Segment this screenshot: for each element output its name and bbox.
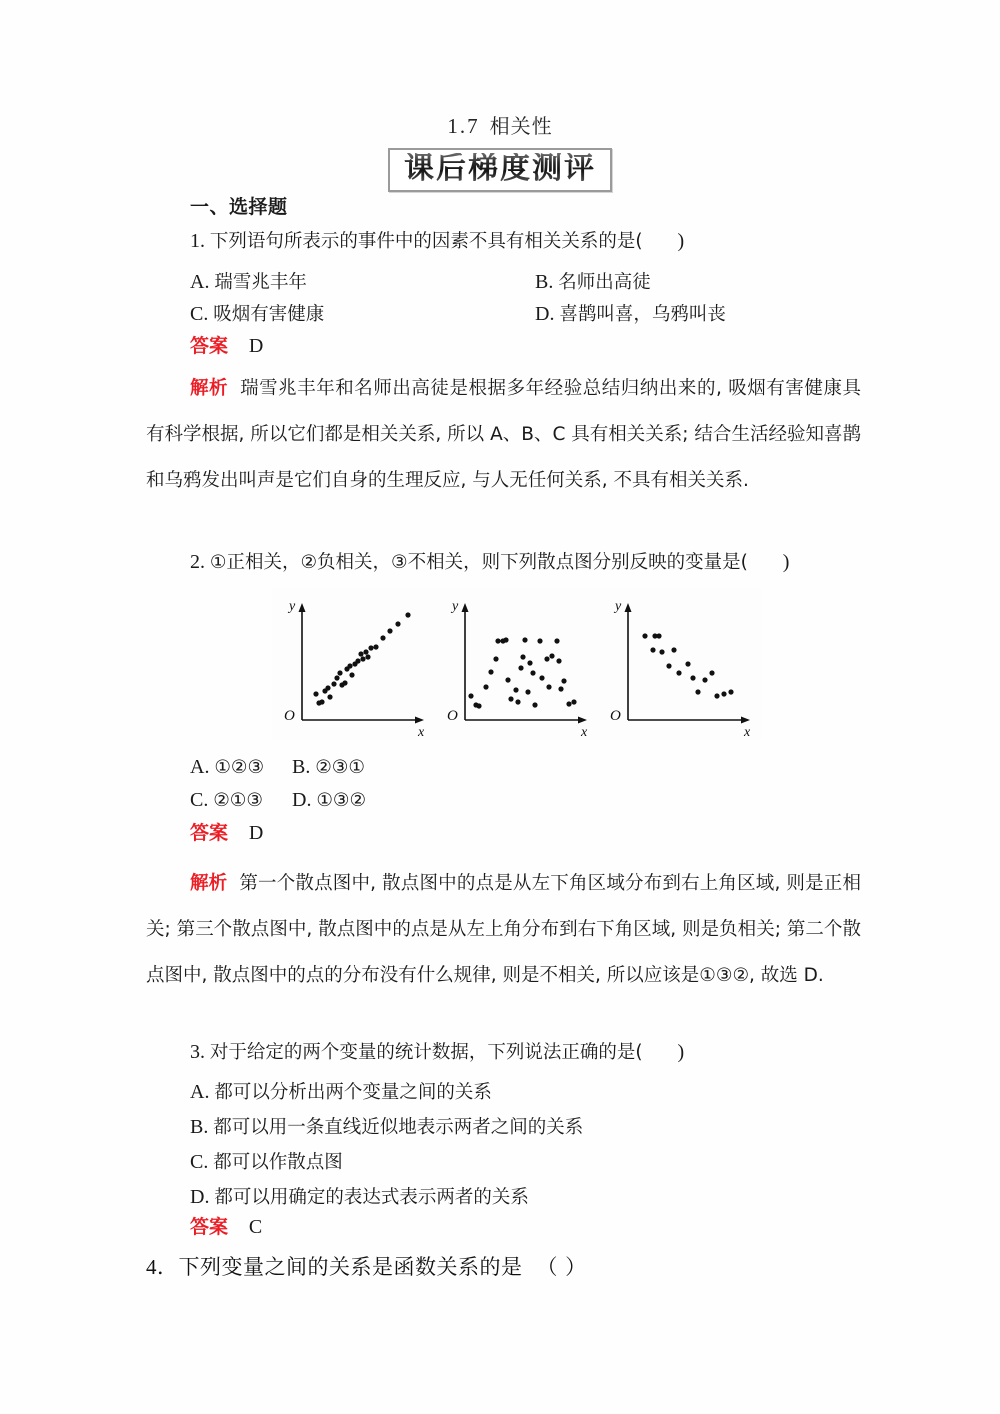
- section-heading: 一、选择题: [190, 196, 288, 218]
- question-1-text: 下列语句所表示的事件中的因素不具有相关关系的是(: [209, 231, 643, 252]
- option-c-text: 吸烟有害健康: [213, 304, 325, 325]
- svg-text:O: O: [284, 708, 295, 724]
- answer-label: 答案: [190, 1216, 229, 1238]
- option-b-letter: B.: [190, 1116, 209, 1138]
- scatter-plot-negative: [598, 588, 761, 740]
- option-b-text: 名师出高徒: [558, 272, 651, 293]
- question-3-option-a[interactable]: [190, 1082, 492, 1103]
- question-2-option-c[interactable]: [190, 790, 263, 811]
- option-d-text: 喜鹊叫喜，乌鸦叫丧: [559, 304, 726, 325]
- scatter-plot-positive: [272, 588, 435, 740]
- question-4-stem: [146, 1251, 587, 1281]
- question-2-answer: [190, 823, 263, 844]
- svg-text:x: x: [744, 725, 751, 740]
- question-1-option-d[interactable]: [535, 304, 726, 325]
- question-3-answer: [190, 1217, 262, 1238]
- option-a-letter: A.: [190, 271, 210, 293]
- question-1-answer: [190, 336, 263, 357]
- svg-text:y: y: [615, 599, 622, 614]
- option-c-letter: C.: [190, 303, 209, 325]
- option-a-text: 都可以分析出两个变量之间的关系: [214, 1082, 492, 1103]
- option-d-text: 都可以用确定的表达式表示两者的关系: [214, 1187, 529, 1208]
- answer-label: 答案: [190, 335, 229, 357]
- question-4-blank: （ ）: [536, 1255, 587, 1279]
- question-3-stem: [190, 1042, 690, 1063]
- svg-text:y: y: [289, 599, 296, 614]
- question-2-blank: ): [782, 551, 796, 573]
- question-1-blank: ): [677, 230, 691, 252]
- question-1-option-b[interactable]: [535, 272, 651, 293]
- option-b-text: ②③①: [315, 757, 365, 778]
- question-3-option-c[interactable]: [190, 1152, 343, 1173]
- question-2-text: ①正相关，②负相关，③不相关，则下列散点图分别反映的变量是(: [209, 552, 748, 573]
- option-a-text: 瑞雪兆丰年: [214, 272, 307, 293]
- answer-label: 答案: [190, 822, 229, 844]
- question-1-number: 1.: [190, 230, 205, 252]
- scatter-plot-negative-svg: [598, 588, 761, 740]
- option-d-letter: D.: [535, 303, 555, 325]
- question-1-analysis: [146, 366, 861, 504]
- analysis-text: 瑞雪兆丰年和名师出高徒是根据多年经验总结归纳出来的, 吸烟有害健康具有科学根据, 所以它们都是相关关系, 所以 A、B、C 具有相关关系; 结合生活经验知喜鹊和乌鸦发出叫声是它们自身的生理反应, 与人无任何关系, 不具有相关关系.: [146, 378, 861, 491]
- option-d-letter: D.: [292, 789, 312, 811]
- banner-title: 课后梯度测评: [404, 151, 596, 186]
- svg-text:O: O: [447, 708, 458, 724]
- answer-value: C: [248, 1216, 263, 1238]
- question-1-stem: [190, 231, 690, 252]
- option-b-letter: B.: [292, 756, 311, 778]
- question-2-number: 2.: [190, 551, 205, 573]
- question-3-option-b[interactable]: [190, 1117, 583, 1138]
- answer-value: D: [248, 335, 264, 357]
- question-1-option-c[interactable]: [190, 304, 324, 325]
- svg-text:x: x: [581, 725, 588, 740]
- option-b-text: 都可以用一条直线近似地表示两者之间的关系: [213, 1117, 584, 1138]
- svg-text:O: O: [610, 708, 621, 724]
- question-3-option-d[interactable]: [190, 1187, 529, 1208]
- analysis-text: 第一个散点图中, 散点图中的点是从左下角区域分布到右上角区域, 则是正相关; 第三个散点图中, 散点图中的点是从左上角分布到右下角区域, 则是负相关; 第二个散点图中, 散点图中的点的分布没有什么规律, 则是不相关, 所以应该是①③②, 故选 D.: [146, 873, 861, 986]
- question-3-blank: ): [677, 1041, 691, 1063]
- question-2-analysis: [146, 861, 861, 999]
- banner-title-box: [388, 148, 612, 192]
- option-c-text: ②①③: [213, 790, 263, 811]
- question-1-option-a[interactable]: [190, 272, 307, 293]
- option-c-letter: C.: [190, 1151, 209, 1173]
- analysis-label: 解析: [190, 378, 229, 399]
- option-c-text: 都可以作散点图: [213, 1152, 343, 1173]
- svg-text:y: y: [452, 599, 459, 614]
- answer-value: D: [248, 822, 264, 844]
- option-d-letter: D.: [190, 1186, 210, 1208]
- option-a-text: ①②③: [214, 757, 265, 778]
- scatter-plot-none-svg: [435, 588, 598, 740]
- scatter-plot-none: [435, 588, 598, 740]
- chapter-name: 相关性: [489, 114, 553, 138]
- question-2-option-a[interactable]: [190, 757, 264, 778]
- scatter-plot-positive-svg: [272, 588, 435, 740]
- question-2-option-d[interactable]: [292, 790, 366, 811]
- chapter-number: 1.7: [447, 114, 480, 138]
- question-2-stem: [190, 552, 795, 573]
- option-d-text: ①③②: [316, 790, 367, 811]
- chapter-heading: [0, 110, 1000, 139]
- analysis-label: 解析: [190, 873, 228, 894]
- question-4-text: 下列变量之间的关系是函数关系的是: [178, 1255, 523, 1279]
- option-a-letter: A.: [190, 1081, 210, 1103]
- scatter-plot-figure: [272, 588, 762, 740]
- question-2-option-b[interactable]: [292, 757, 365, 778]
- question-3-number: 3.: [190, 1041, 205, 1063]
- question-3-text: 对于给定的两个变量的统计数据，下列说法正确的是(: [209, 1042, 643, 1063]
- option-b-letter: B.: [535, 271, 554, 293]
- question-4-number: 4．: [146, 1255, 179, 1279]
- option-a-letter: A.: [190, 756, 210, 778]
- option-c-letter: C.: [190, 789, 209, 811]
- svg-text:x: x: [418, 725, 425, 740]
